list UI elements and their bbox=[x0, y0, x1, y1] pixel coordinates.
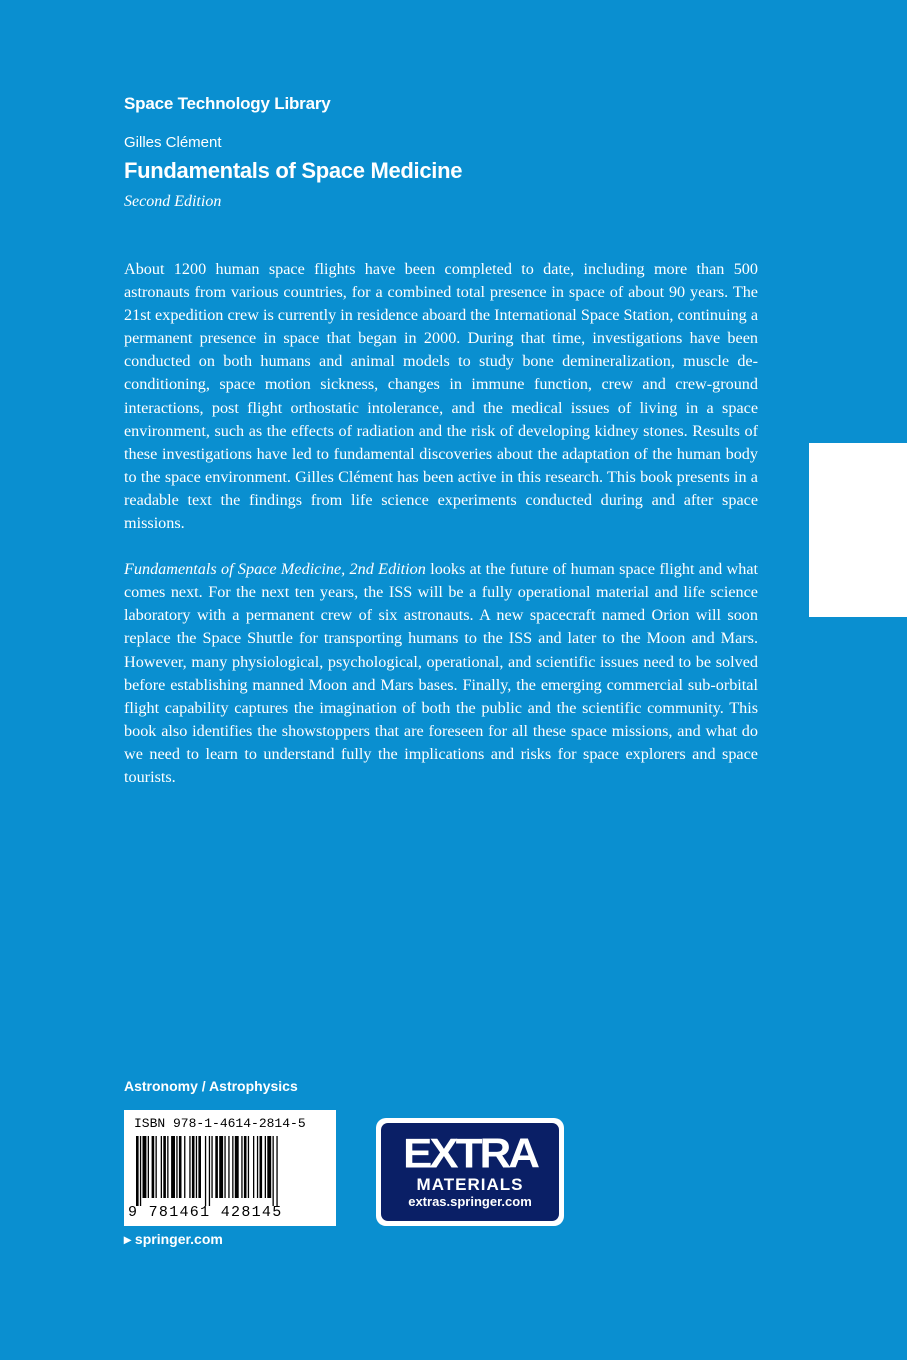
extra-url: extras.springer.com bbox=[408, 1194, 532, 1209]
extra-word: EXTRA bbox=[402, 1130, 538, 1177]
blurb-paragraph-1: About 1200 human space flights have been completed to date, including more than 500 astronauts from various countries, for a combined total presence in space of about 90 years. The 21st expedition crew is currently in residence aboard the International Space Station, continuing a permanent presence in space that began in 2000. During that time, investigations have been conducted on both humans and animal models to study bone demineralization, muscle de-conditioning, space motion sickness, changes in immune function, crew and crew-ground interactions, post flight orthostatic intolerance, and the medical issues of living in a space environment, such as the effects of radiation and the risk of developing kidney stones. Results of these investigations have led to fundamental discoveries about the adaptation of the human body to the space environment. Gilles Clément has been active in this research. This book presents in a readable text the findings from life science experiments conducted during and after space missions. bbox=[124, 260, 758, 533]
isbn-label: ISBN 978-1-4614-2814-5 bbox=[134, 1116, 306, 1131]
ean-digits: 9 781461 428145 bbox=[128, 1204, 283, 1221]
subject-category: Astronomy / Astrophysics bbox=[124, 1078, 298, 1094]
blurb-italic-title: Fundamentals of Space Medicine, 2nd Edition bbox=[124, 560, 426, 579]
extra-materials-badge bbox=[376, 1118, 564, 1226]
edition-label: Second Edition bbox=[124, 193, 222, 210]
book-title: Fundamentals of Space Medicine bbox=[124, 158, 463, 183]
author-name: Gilles Clément bbox=[124, 134, 222, 151]
arrow-right-icon: ▸ bbox=[124, 1231, 132, 1247]
barcode-box bbox=[124, 1110, 336, 1226]
barcode-icon bbox=[136, 1136, 324, 1206]
white-spine-tab bbox=[809, 443, 907, 617]
springer-link[interactable] bbox=[124, 1231, 223, 1248]
series-name: Space Technology Library bbox=[124, 94, 331, 113]
blurb-paragraph-2 bbox=[124, 558, 758, 789]
extra-materials-label: MATERIALS bbox=[416, 1175, 524, 1194]
extra-badge-inner bbox=[381, 1123, 559, 1221]
blurb-paragraph-2-text: looks at the future of human space flight and what comes next. For the next ten years, the ISS will be a fully operational material and life science laboratory with a permanent crew of six astronauts. A new spacecraft named Orion will soon replace the Space Shuttle for transporting humans to the ISS and later to the Moon and Mars. However, many physiological, psychological, operational, and scientific issues need to be solved before establishing manned Moon and Mars bases. Finally, the emerging commercial sub-orbital flight capability captures the imagination of both the public and the scientific community. This book also identifies the showstoppers that are foreseen for all these space missions, and what do we need to learn to understand fully the implications and risks for space explorers and space tourists. bbox=[124, 560, 758, 786]
website-label: springer.com bbox=[134, 1231, 223, 1247]
blurb bbox=[124, 258, 758, 812]
